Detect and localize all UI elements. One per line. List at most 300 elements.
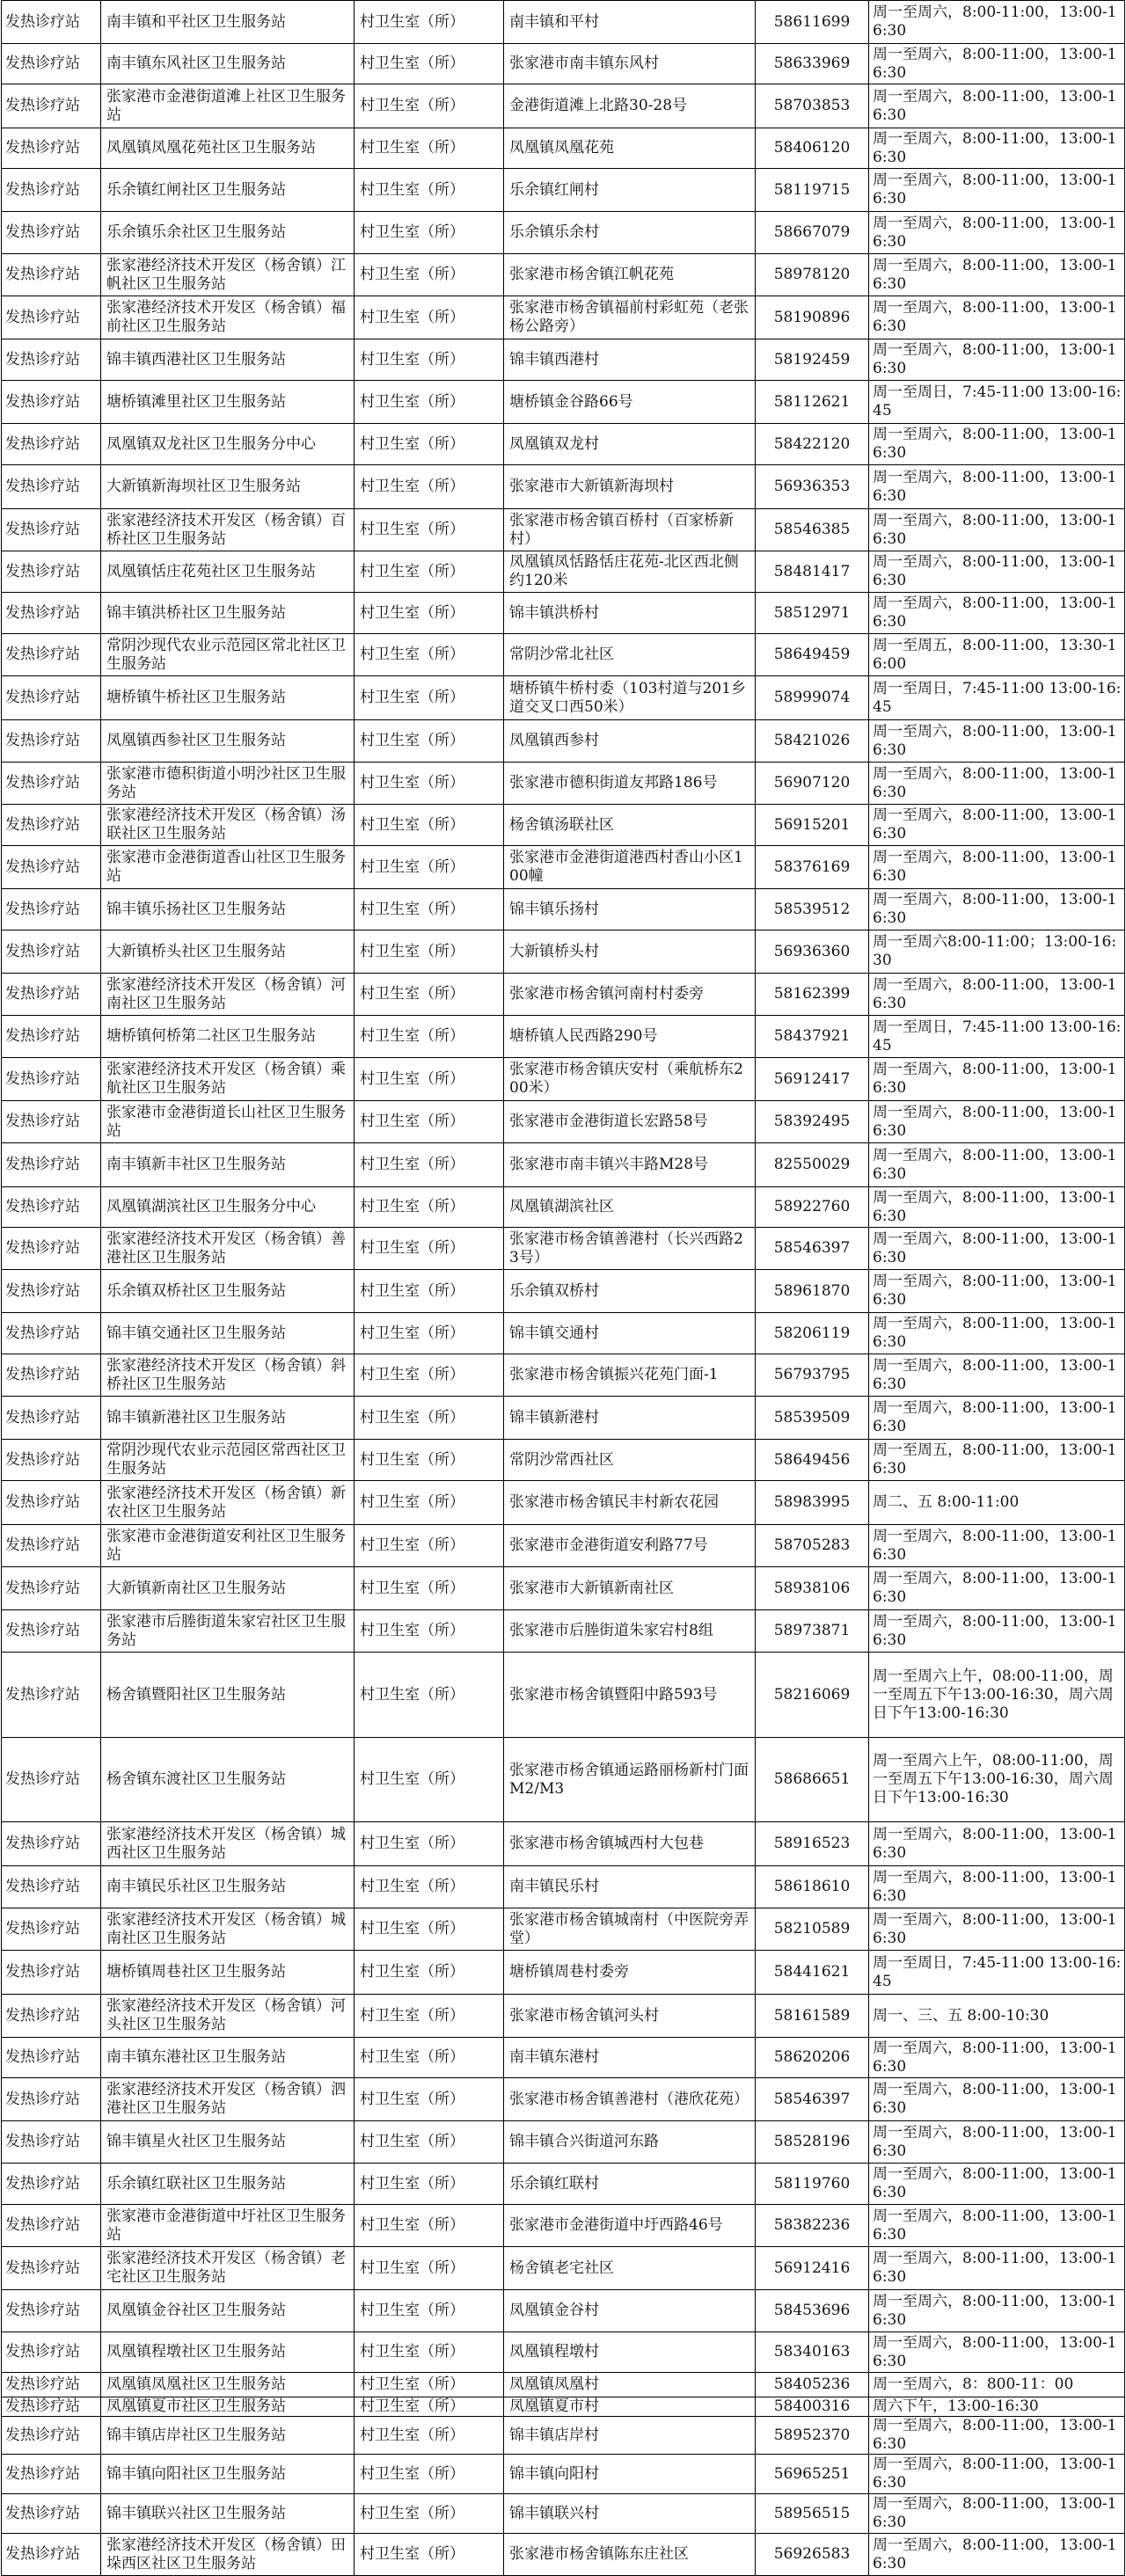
category-cell: 村卫生室（所） xyxy=(355,254,504,296)
table-row xyxy=(2,2121,1125,2164)
table-row xyxy=(2,465,1125,509)
type-cell: 发热诊疗站 xyxy=(2,1908,101,1951)
address-cell: 乐余镇红闸村 xyxy=(504,169,756,212)
category-cell: 村卫生室（所） xyxy=(355,2373,504,2397)
hours-cell: 周一至周六，8:00-11:00，13:00-16:30 xyxy=(869,1567,1125,1610)
table-row xyxy=(2,2534,1125,2576)
phone-cell: 58546397 xyxy=(756,1228,869,1270)
table-row xyxy=(2,634,1125,676)
type-cell: 发热诊疗站 xyxy=(2,2332,101,2373)
category-cell: 村卫生室（所） xyxy=(355,1016,504,1058)
station-name-cell: 张家港市后塍街道朱家宕社区卫生服务站 xyxy=(101,1610,355,1653)
station-name-cell: 乐余镇红联社区卫生服务站 xyxy=(101,2164,355,2205)
table-row xyxy=(2,2078,1125,2121)
station-name-cell: 南丰镇东港社区卫生服务站 xyxy=(101,2038,355,2078)
hours-cell: 周一至周六，8:00-11:00，13:00-16:30 xyxy=(869,763,1125,805)
address-cell: 凤凰镇夏市村 xyxy=(504,2397,756,2417)
hours-cell: 周一至周日，7:45-11:00 13:00-16:45 xyxy=(869,1016,1125,1058)
address-cell: 张家港市杨舍镇江帆花苑 xyxy=(504,254,756,296)
table-row xyxy=(2,1822,1125,1866)
phone-cell: 58703853 xyxy=(756,84,869,128)
phone-cell: 82550029 xyxy=(756,1143,869,1187)
type-cell: 发热诊疗站 xyxy=(2,805,101,846)
hours-cell: 周一至周六，8:00-11:00，13:00-16:30 xyxy=(869,44,1125,84)
phone-cell: 58611699 xyxy=(756,1,869,44)
table-row xyxy=(2,2290,1125,2332)
category-cell: 村卫生室（所） xyxy=(355,381,504,424)
address-cell: 张家港市杨舍镇民丰村新农花园 xyxy=(504,1481,756,1525)
address-cell: 凤凰镇凤凰村 xyxy=(504,2373,756,2397)
phone-cell: 58528196 xyxy=(756,2121,869,2164)
hours-cell: 周一至周六，8:00-11:00，13:00-16:30 xyxy=(869,84,1125,128)
table-row xyxy=(2,254,1125,296)
phone-cell: 58620206 xyxy=(756,2038,869,2078)
address-cell: 凤凰镇金谷村 xyxy=(504,2290,756,2332)
station-name-cell: 张家港经济技术开发区（杨舍镇）田垛西区社区卫生服务站 xyxy=(101,2534,355,2576)
hours-cell: 周一至周六，8:00-11:00，13:00-16:30 xyxy=(869,169,1125,212)
phone-cell: 58978120 xyxy=(756,254,869,296)
category-cell: 村卫生室（所） xyxy=(355,2332,504,2373)
phone-cell: 58539509 xyxy=(756,1397,869,1440)
category-cell: 村卫生室（所） xyxy=(355,1866,504,1908)
phone-cell: 58999074 xyxy=(756,676,869,720)
type-cell: 发热诊疗站 xyxy=(2,1822,101,1866)
type-cell: 发热诊疗站 xyxy=(2,2290,101,2332)
hours-cell: 周一至周六，8:00-11:00，13:00-16:30 xyxy=(869,1228,1125,1270)
phone-cell: 56936353 xyxy=(756,465,869,509)
type-cell: 发热诊疗站 xyxy=(2,465,101,509)
category-cell: 村卫生室（所） xyxy=(355,2121,504,2164)
category-cell: 村卫生室（所） xyxy=(355,2247,504,2290)
phone-cell: 58956515 xyxy=(756,2494,869,2534)
address-cell: 张家港市杨舍镇暨阳中路593号 xyxy=(504,1653,756,1738)
type-cell: 发热诊疗站 xyxy=(2,254,101,296)
phone-cell: 58119760 xyxy=(756,2164,869,2205)
address-cell: 常阴沙常西社区 xyxy=(504,1440,756,1481)
station-name-cell: 张家港经济技术开发区（杨舍镇）善港社区卫生服务站 xyxy=(101,1228,355,1270)
type-cell: 发热诊疗站 xyxy=(2,339,101,381)
type-cell: 发热诊疗站 xyxy=(2,2534,101,2576)
type-cell: 发热诊疗站 xyxy=(2,1354,101,1397)
station-name-cell: 乐余镇双桥社区卫生服务站 xyxy=(101,1270,355,1313)
type-cell: 发热诊疗站 xyxy=(2,930,101,974)
hours-cell: 周一至周六，8:00-11:00，13:00-16:30 xyxy=(869,339,1125,381)
phone-cell: 58618610 xyxy=(756,1866,869,1908)
table-row xyxy=(2,1354,1125,1397)
category-cell: 村卫生室（所） xyxy=(355,720,504,763)
type-cell: 发热诊疗站 xyxy=(2,1610,101,1653)
category-cell: 村卫生室（所） xyxy=(355,1354,504,1397)
category-cell: 村卫生室（所） xyxy=(355,296,504,339)
category-cell: 村卫生室（所） xyxy=(355,212,504,254)
phone-cell: 58161589 xyxy=(756,1995,869,2038)
type-cell: 发热诊疗站 xyxy=(2,44,101,84)
hours-cell: 周二、五 8:00-11:00 xyxy=(869,1481,1125,1525)
table-row xyxy=(2,169,1125,212)
station-name-cell: 乐余镇红闸社区卫生服务站 xyxy=(101,169,355,212)
hours-cell: 周一至周六，8:00-11:00，13:00-16:30 xyxy=(869,1354,1125,1397)
station-name-cell: 锦丰镇乐扬社区卫生服务站 xyxy=(101,889,355,930)
phone-cell: 58190896 xyxy=(756,296,869,339)
station-name-cell: 锦丰镇店岸社区卫生服务站 xyxy=(101,2417,355,2455)
hours-cell: 周一至周六，8:00-11:00，13:00-16:30 xyxy=(869,1908,1125,1951)
phone-cell: 58938106 xyxy=(756,1567,869,1610)
station-name-cell: 张家港经济技术开发区（杨舍镇）泗港社区卫生服务站 xyxy=(101,2078,355,2121)
category-cell: 村卫生室（所） xyxy=(355,1440,504,1481)
category-cell: 村卫生室（所） xyxy=(355,1653,504,1738)
hours-cell: 周一至周六，8:00-11:00，13:00-16:30 xyxy=(869,128,1125,169)
hours-cell: 周一至周六，8:00-11:00，13:00-16:30 xyxy=(869,1101,1125,1143)
hours-cell: 周一至周六，8:00-11:00，13:00-16:30 xyxy=(869,2534,1125,2576)
type-cell: 发热诊疗站 xyxy=(2,2397,101,2417)
station-name-cell: 锦丰镇联兴社区卫生服务站 xyxy=(101,2494,355,2534)
hours-cell: 周一至周六，8:00-11:00，13:00-16:30 xyxy=(869,2164,1125,2205)
phone-cell: 58667079 xyxy=(756,212,869,254)
category-cell: 村卫生室（所） xyxy=(355,1951,504,1995)
hours-cell: 周一至周六，8:00-11:00，13:00-16:30 xyxy=(869,846,1125,889)
station-name-cell: 张家港市德积街道小明沙社区卫生服务站 xyxy=(101,763,355,805)
table-row xyxy=(2,339,1125,381)
table-row xyxy=(2,1653,1125,1738)
station-name-cell: 南丰镇东风社区卫生服务站 xyxy=(101,44,355,84)
table-row xyxy=(2,1738,1125,1822)
category-cell: 村卫生室（所） xyxy=(355,2397,504,2417)
station-name-cell: 大新镇新海坝社区卫生服务站 xyxy=(101,465,355,509)
category-cell: 村卫生室（所） xyxy=(355,1738,504,1822)
table-row xyxy=(2,2038,1125,2078)
station-name-cell: 张家港经济技术开发区（杨舍镇）河头社区卫生服务站 xyxy=(101,1995,355,2038)
station-name-cell: 张家港经济技术开发区（杨舍镇）新农社区卫生服务站 xyxy=(101,1481,355,1525)
table-row xyxy=(2,2455,1125,2494)
phone-cell: 58441621 xyxy=(756,1951,869,1995)
phone-cell: 58686651 xyxy=(756,1738,869,1822)
phone-cell: 58453696 xyxy=(756,2290,869,2332)
phone-cell: 58649459 xyxy=(756,634,869,676)
type-cell: 发热诊疗站 xyxy=(2,1058,101,1101)
table-row xyxy=(2,1,1125,44)
station-name-cell: 锦丰镇新港社区卫生服务站 xyxy=(101,1397,355,1440)
address-cell: 塘桥镇周巷村委旁 xyxy=(504,1951,756,1995)
hours-cell: 周一至周六，8:00-11:00，13:00-16:30 xyxy=(869,551,1125,593)
phone-cell: 58539512 xyxy=(756,889,869,930)
category-cell: 村卫生室（所） xyxy=(355,763,504,805)
hours-cell: 周一至周六上午，08:00-11:00，周一至周五下午13:00-16:30，周六周日下午13:00-16:30 xyxy=(869,1738,1125,1822)
address-cell: 杨舍镇老宅社区 xyxy=(504,2247,756,2290)
table-row xyxy=(2,1397,1125,1440)
type-cell: 发热诊疗站 xyxy=(2,2038,101,2078)
station-name-cell: 张家港市金港街道长山社区卫生服务站 xyxy=(101,1101,355,1143)
type-cell: 发热诊疗站 xyxy=(2,2078,101,2121)
phone-cell: 56912417 xyxy=(756,1058,869,1101)
phone-cell: 58437921 xyxy=(756,1016,869,1058)
station-name-cell: 张家港经济技术开发区（杨舍镇）乘航社区卫生服务站 xyxy=(101,1058,355,1101)
category-cell: 村卫生室（所） xyxy=(355,84,504,128)
category-cell: 村卫生室（所） xyxy=(355,2290,504,2332)
hours-cell: 周一至周六，8:00-11:00，13:00-16:30 xyxy=(869,2038,1125,2078)
address-cell: 凤凰镇凤恬路恬庄花苑-北区西北侧约120米 xyxy=(504,551,756,593)
station-name-cell: 常阴沙现代农业示范园区常北社区卫生服务站 xyxy=(101,634,355,676)
type-cell: 发热诊疗站 xyxy=(2,2247,101,2290)
phone-cell: 58376169 xyxy=(756,846,869,889)
address-cell: 张家港市杨舍镇城西村大包巷 xyxy=(504,1822,756,1866)
station-name-cell: 塘桥镇何桥第二社区卫生服务站 xyxy=(101,1016,355,1058)
address-cell: 南丰镇民乐村 xyxy=(504,1866,756,1908)
table-row xyxy=(2,381,1125,424)
address-cell: 锦丰镇乐扬村 xyxy=(504,889,756,930)
phone-cell: 58546397 xyxy=(756,2078,869,2121)
category-cell: 村卫生室（所） xyxy=(355,974,504,1016)
table-row xyxy=(2,1101,1125,1143)
hours-cell: 周一、三、五 8:00-10:30 xyxy=(869,1995,1125,2038)
address-cell: 凤凰镇湖滨社区 xyxy=(504,1187,756,1228)
station-name-cell: 锦丰镇向阳社区卫生服务站 xyxy=(101,2455,355,2494)
category-cell: 村卫生室（所） xyxy=(355,1397,504,1440)
type-cell: 发热诊疗站 xyxy=(2,212,101,254)
table-row xyxy=(2,974,1125,1016)
station-name-cell: 张家港市金港街道中圩社区卫生服务站 xyxy=(101,2205,355,2247)
hours-cell: 周一至周五，8:00-11:00，13:30-16:00 xyxy=(869,634,1125,676)
type-cell: 发热诊疗站 xyxy=(2,1866,101,1908)
station-name-cell: 乐余镇乐余社区卫生服务站 xyxy=(101,212,355,254)
type-cell: 发热诊疗站 xyxy=(2,889,101,930)
hours-cell: 周一至周六，8:00-11:00，13:00-16:30 xyxy=(869,1058,1125,1101)
station-name-cell: 张家港经济技术开发区（杨舍镇）城西社区卫生服务站 xyxy=(101,1822,355,1866)
station-name-cell: 锦丰镇洪桥社区卫生服务站 xyxy=(101,593,355,634)
category-cell: 村卫生室（所） xyxy=(355,1101,504,1143)
category-cell: 村卫生室（所） xyxy=(355,2078,504,2121)
table-row xyxy=(2,889,1125,930)
table-row xyxy=(2,44,1125,84)
address-cell: 张家港市杨舍镇百桥村（百家桥新村） xyxy=(504,509,756,551)
table-row xyxy=(2,763,1125,805)
type-cell: 发热诊疗站 xyxy=(2,1143,101,1187)
address-cell: 锦丰镇店岸村 xyxy=(504,2417,756,2455)
hours-cell: 周一至周六，8:00-11:00，13:00-16:30 xyxy=(869,1313,1125,1354)
hours-cell: 周六下午，13:00-16:30 xyxy=(869,2397,1125,2417)
category-cell: 村卫生室（所） xyxy=(355,509,504,551)
address-cell: 塘桥镇牛桥村委（103村道与201乡道交叉口西50米） xyxy=(504,676,756,720)
category-cell: 村卫生室（所） xyxy=(355,2164,504,2205)
type-cell: 发热诊疗站 xyxy=(2,676,101,720)
station-name-cell: 常阴沙现代农业示范园区常西社区卫生服务站 xyxy=(101,1440,355,1481)
station-name-cell: 张家港经济技术开发区（杨舍镇）百桥社区卫生服务站 xyxy=(101,509,355,551)
hours-cell: 周一至周六上午，08:00-11:00，周一至周五下午13:00-16:30，周六周日下午13:00-16:30 xyxy=(869,1653,1125,1738)
category-cell: 村卫生室（所） xyxy=(355,2494,504,2534)
category-cell: 村卫生室（所） xyxy=(355,634,504,676)
category-cell: 村卫生室（所） xyxy=(355,169,504,212)
station-name-cell: 张家港经济技术开发区（杨舍镇）福前社区卫生服务站 xyxy=(101,296,355,339)
station-name-cell: 塘桥镇滩里社区卫生服务站 xyxy=(101,381,355,424)
clinic-table-body xyxy=(2,1,1125,2576)
category-cell: 村卫生室（所） xyxy=(355,1187,504,1228)
hours-cell: 周一至周日，7:45-11:00 13:00-16:45 xyxy=(869,1951,1125,1995)
category-cell: 村卫生室（所） xyxy=(355,1481,504,1525)
table-row xyxy=(2,1525,1125,1567)
type-cell: 发热诊疗站 xyxy=(2,381,101,424)
table-row xyxy=(2,1610,1125,1653)
type-cell: 发热诊疗站 xyxy=(2,974,101,1016)
station-name-cell: 张家港经济技术开发区（杨舍镇）河南社区卫生服务站 xyxy=(101,974,355,1016)
type-cell: 发热诊疗站 xyxy=(2,1738,101,1822)
phone-cell: 58633969 xyxy=(756,44,869,84)
category-cell: 村卫生室（所） xyxy=(355,551,504,593)
hours-cell: 周一至周日，7:45-11:00 13:00-16:45 xyxy=(869,381,1125,424)
phone-cell: 58422120 xyxy=(756,424,869,465)
hours-cell: 周一至周六，8:00-11:00，13:00-16:30 xyxy=(869,1187,1125,1228)
phone-cell: 56915201 xyxy=(756,805,869,846)
hours-cell: 周一至周六8:00-11:00；13:00-16:30 xyxy=(869,930,1125,974)
station-name-cell: 凤凰镇程墩社区卫生服务站 xyxy=(101,2332,355,2373)
category-cell: 村卫生室（所） xyxy=(355,2205,504,2247)
station-name-cell: 锦丰镇交通社区卫生服务站 xyxy=(101,1313,355,1354)
category-cell: 村卫生室（所） xyxy=(355,2534,504,2576)
phone-cell: 58973871 xyxy=(756,1610,869,1653)
address-cell: 锦丰镇洪桥村 xyxy=(504,593,756,634)
hours-cell: 周一至周日，7:45-11:00 13:00-16:45 xyxy=(869,676,1125,720)
address-cell: 张家港市金港街道长宏路58号 xyxy=(504,1101,756,1143)
address-cell: 锦丰镇合兴街道河东路 xyxy=(504,2121,756,2164)
type-cell: 发热诊疗站 xyxy=(2,2494,101,2534)
phone-cell: 58210589 xyxy=(756,1908,869,1951)
hours-cell: 周一至周六，8:00-11:00，13:00-16:30 xyxy=(869,212,1125,254)
hours-cell: 周一至周六，8:00-11:00，13:00-16:30 xyxy=(869,1866,1125,1908)
station-name-cell: 张家港经济技术开发区（杨舍镇）汤联社区卫生服务站 xyxy=(101,805,355,846)
type-cell: 发热诊疗站 xyxy=(2,1525,101,1567)
phone-cell: 58421026 xyxy=(756,720,869,763)
table-row xyxy=(2,212,1125,254)
category-cell: 村卫生室（所） xyxy=(355,889,504,930)
clinic-table-wrapper xyxy=(1,0,1124,2576)
address-cell: 金港街道滩上北路30-28号 xyxy=(504,84,756,128)
type-cell: 发热诊疗站 xyxy=(2,2373,101,2397)
station-name-cell: 张家港经济技术开发区（杨舍镇）江帆社区卫生服务站 xyxy=(101,254,355,296)
hours-cell: 周一至周六，8:00-11:00，13:00-16:30 xyxy=(869,465,1125,509)
phone-cell: 58405236 xyxy=(756,2373,869,2397)
type-cell: 发热诊疗站 xyxy=(2,1567,101,1610)
address-cell: 张家港市杨舍镇振兴花苑门面-1 xyxy=(504,1354,756,1397)
address-cell: 塘桥镇金谷路66号 xyxy=(504,381,756,424)
phone-cell: 58382236 xyxy=(756,2205,869,2247)
table-row xyxy=(2,424,1125,465)
hours-cell: 周一至周六，8:00-11:00，13:00-16:30 xyxy=(869,2078,1125,2121)
phone-cell: 58119715 xyxy=(756,169,869,212)
type-cell: 发热诊疗站 xyxy=(2,2164,101,2205)
station-name-cell: 凤凰镇凤凰花苑社区卫生服务站 xyxy=(101,128,355,169)
address-cell: 杨舍镇汤联社区 xyxy=(504,805,756,846)
table-row xyxy=(2,2164,1125,2205)
type-cell: 发热诊疗站 xyxy=(2,169,101,212)
category-cell: 村卫生室（所） xyxy=(355,128,504,169)
phone-cell: 58922760 xyxy=(756,1187,869,1228)
type-cell: 发热诊疗站 xyxy=(2,846,101,889)
phone-cell: 58952370 xyxy=(756,2417,869,2455)
address-cell: 塘桥镇人民西路290号 xyxy=(504,1016,756,1058)
category-cell: 村卫生室（所） xyxy=(355,1995,504,2038)
address-cell: 张家港市杨舍镇陈东庄社区 xyxy=(504,2534,756,2576)
category-cell: 村卫生室（所） xyxy=(355,846,504,889)
category-cell: 村卫生室（所） xyxy=(355,2417,504,2455)
station-name-cell: 锦丰镇星火社区卫生服务站 xyxy=(101,2121,355,2164)
type-cell: 发热诊疗站 xyxy=(2,634,101,676)
phone-cell: 58546385 xyxy=(756,509,869,551)
category-cell: 村卫生室（所） xyxy=(355,1058,504,1101)
address-cell: 张家港市金港街道中圩西路46号 xyxy=(504,2205,756,2247)
type-cell: 发热诊疗站 xyxy=(2,2417,101,2455)
phone-cell: 58512971 xyxy=(756,593,869,634)
type-cell: 发热诊疗站 xyxy=(2,424,101,465)
address-cell: 乐余镇双桥村 xyxy=(504,1270,756,1313)
type-cell: 发热诊疗站 xyxy=(2,1653,101,1738)
category-cell: 村卫生室（所） xyxy=(355,1270,504,1313)
station-name-cell: 凤凰镇湖滨社区卫生服务分中心 xyxy=(101,1187,355,1228)
type-cell: 发热诊疗站 xyxy=(2,1951,101,1995)
hours-cell: 周一至周六，8:00-11:00，13:00-16:30 xyxy=(869,1143,1125,1187)
station-name-cell: 凤凰镇西参社区卫生服务站 xyxy=(101,720,355,763)
hours-cell: 周一至周六，8:00-11:00，13:00-16:30 xyxy=(869,974,1125,1016)
hours-cell: 周一至周六，8:00-11:00，13:00-16:30 xyxy=(869,1,1125,44)
table-row xyxy=(2,1567,1125,1610)
category-cell: 村卫生室（所） xyxy=(355,465,504,509)
hours-cell: 周一至周六，8:00-11:00，13:00-16:30 xyxy=(869,805,1125,846)
table-row xyxy=(2,720,1125,763)
address-cell: 张家港市杨舍镇庆安村（乘航桥东200米） xyxy=(504,1058,756,1101)
category-cell: 村卫生室（所） xyxy=(355,1143,504,1187)
hours-cell: 周一至周六，8:00-11:00，13:00-16:30 xyxy=(869,2121,1125,2164)
table-row xyxy=(2,805,1125,846)
address-cell: 锦丰镇联兴村 xyxy=(504,2494,756,2534)
table-row xyxy=(2,593,1125,634)
hours-cell: 周一至周六，8:00-11:00，13:00-16:30 xyxy=(869,296,1125,339)
hours-cell: 周一至周六，8:00-11:00，13:00-16:30 xyxy=(869,2455,1125,2494)
station-name-cell: 大新镇新南社区卫生服务站 xyxy=(101,1567,355,1610)
station-name-cell: 杨舍镇东渡社区卫生服务站 xyxy=(101,1738,355,1822)
address-cell: 乐余镇乐余村 xyxy=(504,212,756,254)
category-cell: 村卫生室（所） xyxy=(355,44,504,84)
table-row xyxy=(2,930,1125,974)
table-row xyxy=(2,2494,1125,2534)
type-cell: 发热诊疗站 xyxy=(2,2121,101,2164)
type-cell: 发热诊疗站 xyxy=(2,84,101,128)
type-cell: 发热诊疗站 xyxy=(2,1016,101,1058)
table-row xyxy=(2,1143,1125,1187)
phone-cell: 56926583 xyxy=(756,2534,869,2576)
hours-cell: 周一至周六，8:00-11:00，13:00-16:30 xyxy=(869,2417,1125,2455)
type-cell: 发热诊疗站 xyxy=(2,1440,101,1481)
phone-cell: 56912416 xyxy=(756,2247,869,2290)
table-row xyxy=(2,84,1125,128)
type-cell: 发热诊疗站 xyxy=(2,509,101,551)
hours-cell: 周一至周六，8:00-11:00，13:00-16:30 xyxy=(869,1610,1125,1653)
station-name-cell: 凤凰镇双龙社区卫生服务分中心 xyxy=(101,424,355,465)
type-cell: 发热诊疗站 xyxy=(2,593,101,634)
table-row xyxy=(2,1058,1125,1101)
category-cell: 村卫生室（所） xyxy=(355,424,504,465)
address-cell: 张家港市杨舍镇福前村彩虹苑（老张杨公路旁） xyxy=(504,296,756,339)
table-row xyxy=(2,1995,1125,2038)
category-cell: 村卫生室（所） xyxy=(355,339,504,381)
type-cell: 发热诊疗站 xyxy=(2,1228,101,1270)
category-cell: 村卫生室（所） xyxy=(355,1,504,44)
type-cell: 发热诊疗站 xyxy=(2,296,101,339)
station-name-cell: 塘桥镇牛桥社区卫生服务站 xyxy=(101,676,355,720)
address-cell: 张家港市杨舍镇河南村村委旁 xyxy=(504,974,756,1016)
type-cell: 发热诊疗站 xyxy=(2,763,101,805)
station-name-cell: 张家港经济技术开发区（杨舍镇）老宅社区卫生服务站 xyxy=(101,2247,355,2290)
type-cell: 发热诊疗站 xyxy=(2,1313,101,1354)
phone-cell: 58705283 xyxy=(756,1525,869,1567)
address-cell: 张家港市杨舍镇城南村（中医院旁弄堂） xyxy=(504,1908,756,1951)
category-cell: 村卫生室（所） xyxy=(355,676,504,720)
